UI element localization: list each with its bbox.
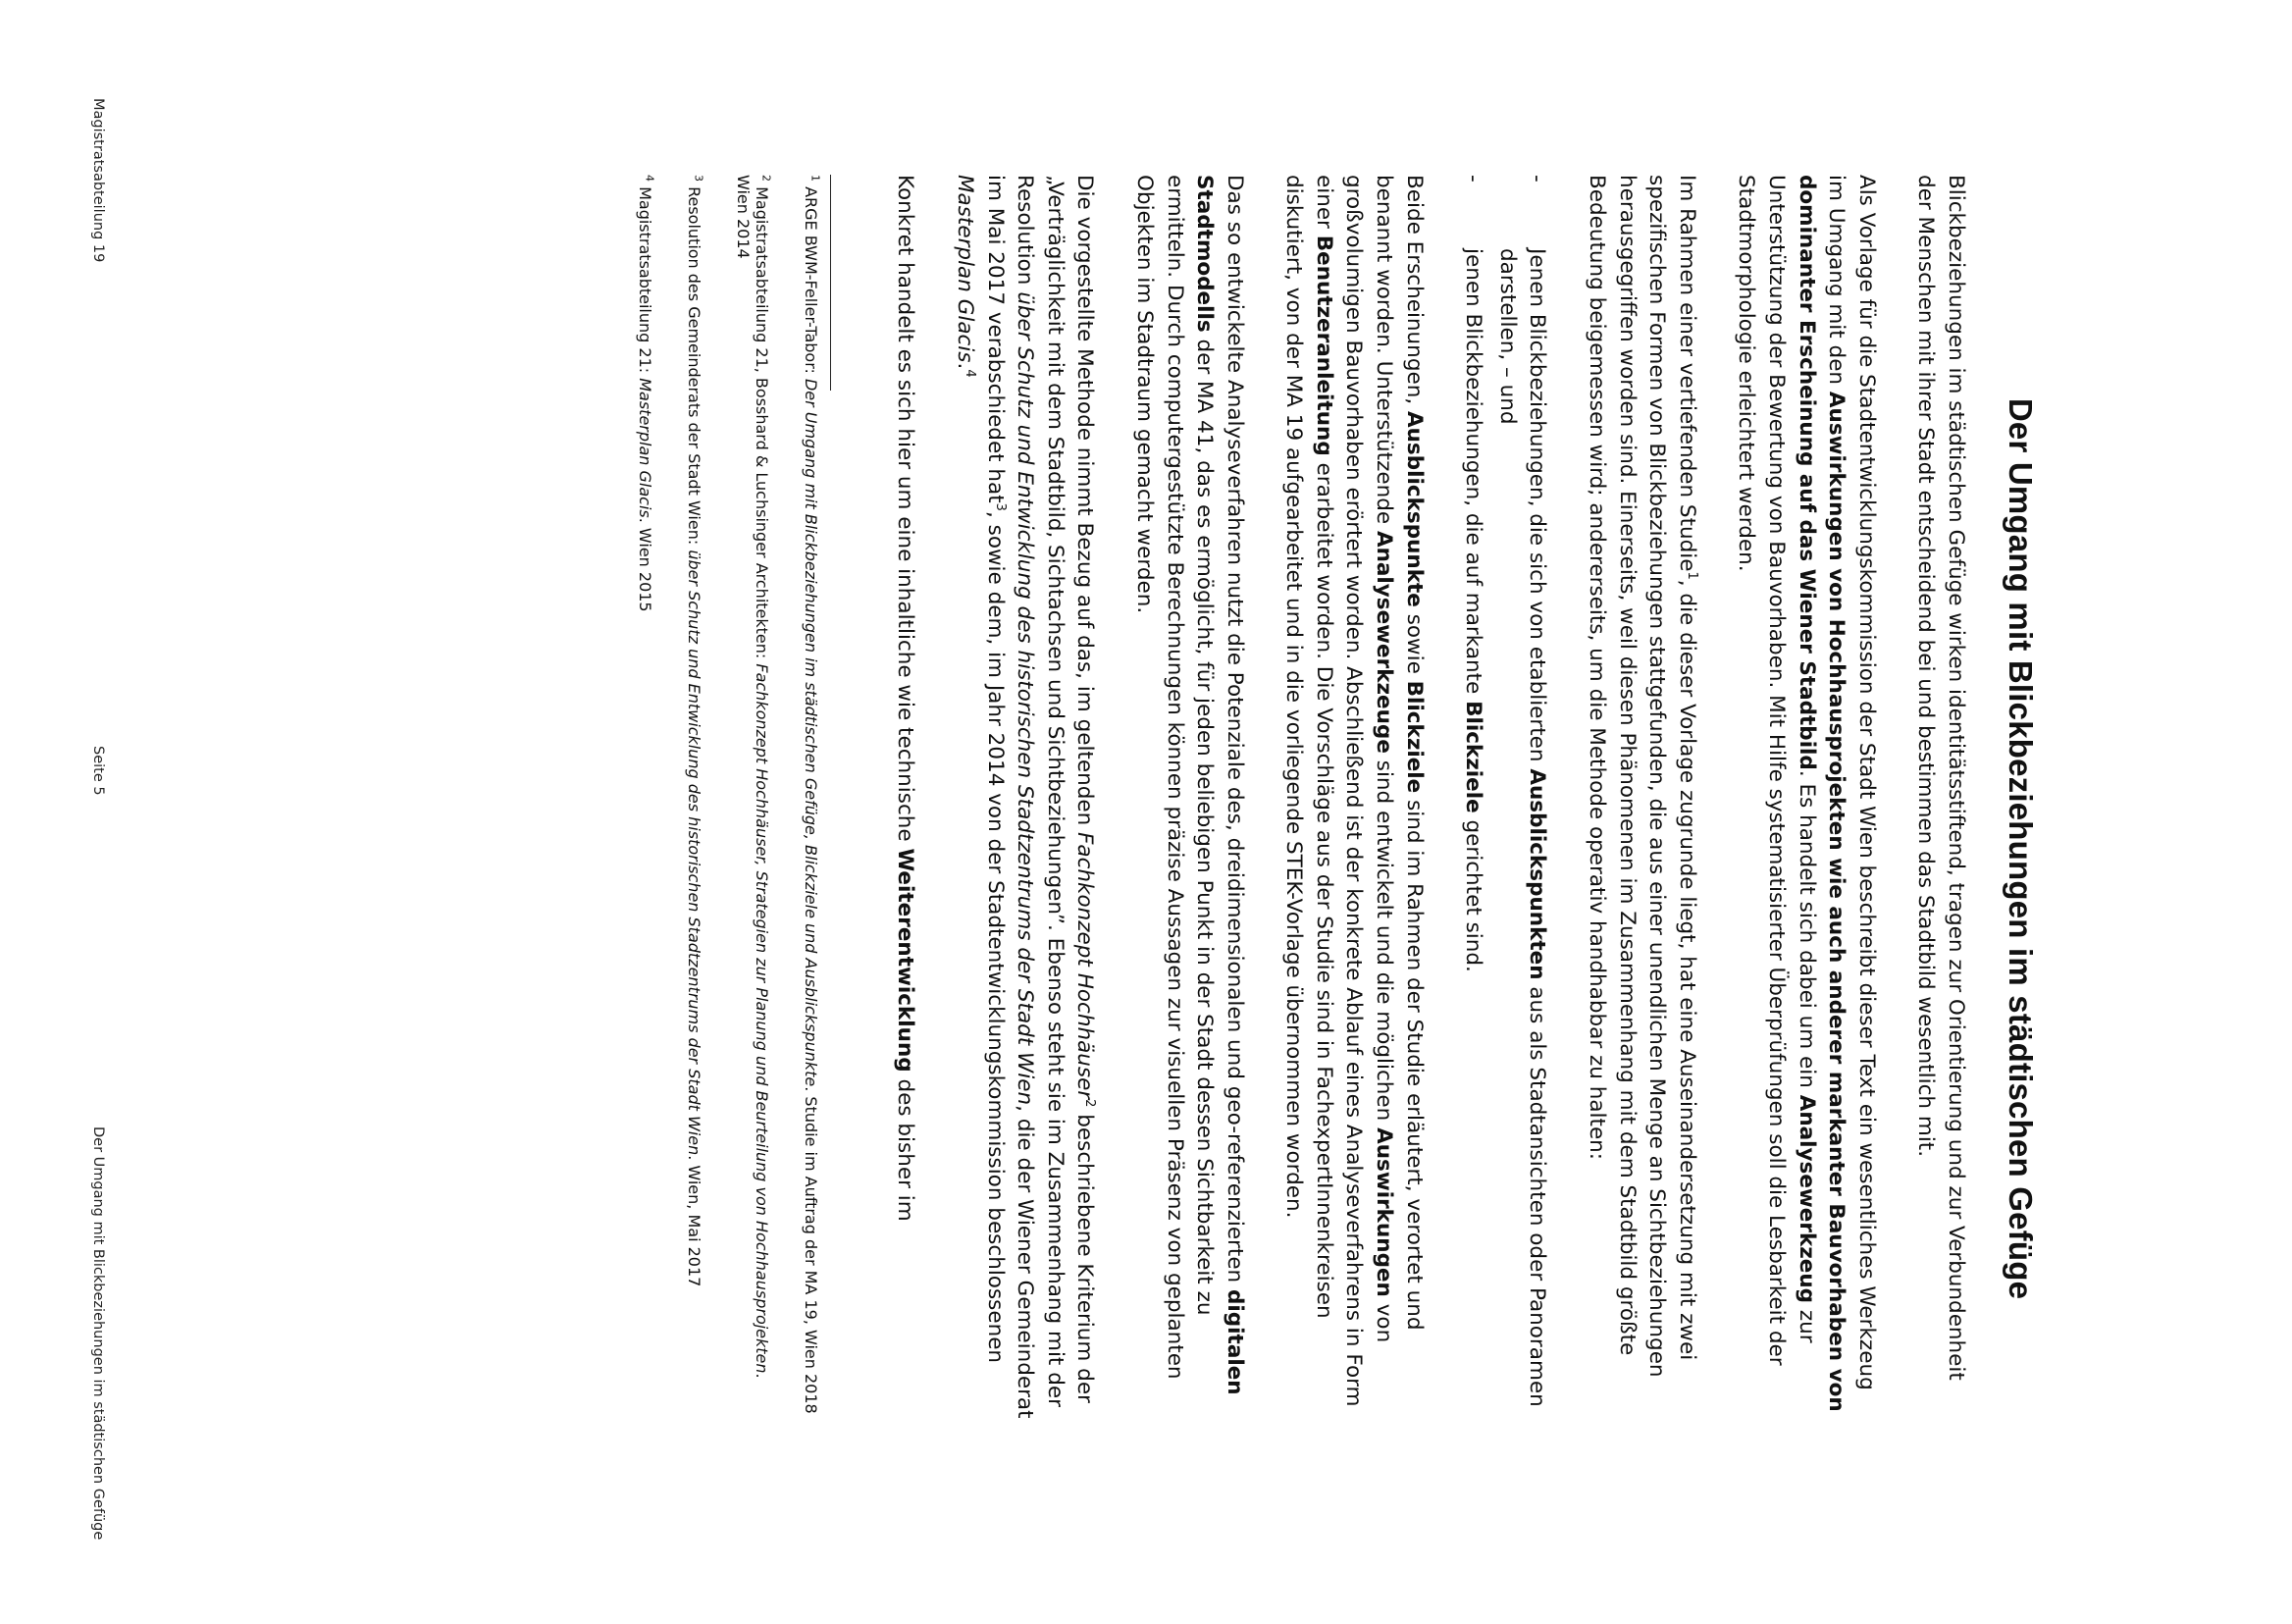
footnotes (636, 175, 820, 1421)
paragraph-phenomena (1278, 175, 1429, 1421)
text-span: , die der Wiener Gemeinderat im Mai 2017 verabschiedet hat (982, 175, 1038, 1419)
text-span: Magistratsabteilung 21: (636, 182, 655, 379)
body-text (606, 175, 1970, 1421)
text-span: zur Unterstützung der Bewertung von Bauvorhaben. Mit Hilfe systematisierter Überprüfungen soll die Lesbarkeit der Stadtmorphologie erleichtert werden. (1734, 175, 1819, 1366)
text-span: . (952, 362, 977, 370)
bullet-list (1458, 175, 1552, 1421)
footnote-ref: 1 (1685, 571, 1699, 580)
text-span: Jenen Blickbeziehungen, die sich von etablierten (1525, 248, 1550, 769)
text-span: Im Rahmen einer vertiefenden Studie (1674, 175, 1699, 572)
footer-document-title: Der Umgang mit Blickbeziehungen im städtischen Gefüge (90, 1126, 106, 1541)
text-span: , sowie dem, im Jahr 2014 von der Stadtentwicklungskommission beschlossenen (982, 510, 1008, 1364)
paragraph-analysis (1128, 175, 1248, 1421)
bold-span: Analysewerkzeuge (1372, 530, 1397, 754)
italic-span: Der Umgang mit Blickbeziehungen im städtischen Gefüge, Blickziele und Ausblickspunkte (801, 378, 820, 1087)
bold-span: Blickziele (1461, 701, 1486, 813)
text-span: aus als Stadtansichten oder Panoramen darstellen, – und (1494, 248, 1550, 1407)
paragraph-intro-text: Blickbeziehungen im städtischen Gefüge wirken identitätsstiftend, tragen zur Orientierung und zur Verbundenheit der Menschen mit ihrer Stadt entscheidend bei und bestimmen das Stadtbild wesentlich mit. (1913, 175, 1968, 1381)
text-span: Die vorgestellte Methode nimmt Bezug auf das, im geltenden (1072, 175, 1098, 833)
footnote-number: 3 (692, 175, 705, 182)
text-span: gerichtet sind. (1461, 812, 1486, 972)
bold-span: digitalen Stadtmodells (1192, 175, 1247, 1395)
footnote-ref: 3 (992, 502, 1008, 511)
text-span: ARGE BWM-Feller-Tabor: (801, 182, 820, 379)
bold-span: Ausblickspunkte (1401, 410, 1427, 607)
footnote-2 (733, 175, 771, 1421)
dash-bullet: - (1525, 175, 1550, 183)
text-span: der MA 41, das es ermöglicht, für jeden beliebigen Punkt in der Stadt dessen Sichtbarkeit zu ermitteln. Durch computergestützte Berechnungen können präzise Aussagen zur visuellen Präsenz von geplanten Objekten im Stadtraum gemacht werden. (1131, 175, 1218, 1380)
paragraph-intro (1910, 175, 1970, 1421)
dash-bullet: - (1461, 175, 1486, 183)
footnote-ref: 2 (1082, 1099, 1098, 1108)
paragraph-study (1581, 175, 1700, 1421)
footnote-number: 4 (643, 175, 656, 182)
text-span: Resolution des Gemeinderats der Stadt Wien: (685, 182, 703, 550)
footnote-1 (801, 175, 820, 1421)
italic-span: Masterplan Glacis (636, 378, 655, 518)
bold-span: Auswirkungen von Hochhausprojekten wie auch anderer markanter Bauvorhaben von dominanter Erscheinung auf das Wiener Stadtbild (1794, 175, 1849, 1412)
text-span: jenen Blickbeziehungen, die auf markante (1461, 248, 1486, 702)
text-span: . Wien 2015 (636, 517, 655, 612)
footnote-number: 2 (759, 175, 773, 182)
page-title: Der Umgang mit Blickbeziehungen im städtischen Gefüge (2003, 397, 2039, 1300)
footer-page-number: Seite 5 (90, 746, 106, 796)
text-span: Konkret handelt es sich hier um eine inhaltliche wie technische (893, 175, 918, 849)
bold-span: Benutzeranleitung (1311, 235, 1336, 456)
italic-span: Masterplan Glacis (952, 175, 977, 363)
footnote-ref: 4 (963, 369, 978, 378)
footnote-3 (684, 175, 703, 1421)
text-span: Als Vorlage für die Stadtentwicklungskommission der Stadt Wien beschreibt dieser Text ein wesentliches Werkzeug im Umgang mit den (1824, 175, 1879, 1390)
italic-span: Fachkonzept Hochhäuser, Strategien zur Planung und Beurteilung von Hochhausprojekten (753, 663, 772, 1374)
bold-span: Auswirkungen (1372, 1127, 1397, 1297)
list-item (1491, 175, 1551, 1421)
text-span: . Studie im Auftrag der MA 19, Wien 2018 (801, 1086, 820, 1414)
text-span: . Wien 2014 (733, 175, 772, 1379)
text-span: beschriebene Kriterium der „Verträglichkeit mit dem Stadtbild, Sichtachsen und Sichtbeziehungen”. Ebenso steht sie im Zusammenhang mit der Resolution (1013, 175, 1098, 1407)
paragraph-method (949, 175, 1099, 1421)
bold-span: Weiterentwicklung (893, 848, 918, 1073)
text-span: des bisher im (893, 1072, 918, 1222)
footer-department: Magistratsabteilung 19 (90, 98, 106, 263)
footnote-number: 1 (808, 175, 822, 182)
text-span: . Es handelt sich dabei um ein (1794, 769, 1819, 1095)
italic-span: Fachkonzept Hochhäuser (1072, 832, 1098, 1100)
text-span: erarbeitet worden. Die Vorschläge aus der Studie sind in FachexpertInnenkreisen diskutiert, von der MA 19 aufgearbeitet und in die vorliegende STEK-Vorlage übernommen worden. (1281, 175, 1336, 1319)
bold-span: Analysewerkzeug (1794, 1094, 1819, 1304)
text-span: von großvolumigen Bauvorhaben erörtert worden. Abschließend ist der konkrete Ablauf eines Analyseverfahrens in Form einer (1311, 175, 1397, 1407)
italic-span: über Schutz und Entwicklung des historischen Stadtzentrums der Stadt Wien (1013, 291, 1038, 1106)
text-span: sowie (1401, 606, 1427, 681)
paragraph-purpose (1731, 175, 1881, 1421)
bold-span: Ausblickspunkten (1525, 768, 1550, 980)
text-span: Magistratsabteilung 21, Bosshard & Luchsinger Architekten: (753, 182, 772, 664)
text-span: , die dieser Vorlage zugrunde liegt, hat eine Auseinandersetzung mit zwei spezifischen Formen von Blickbeziehungen stattgefunden, die aus einer unendlichen Menge an Sichtbeziehungen herausgegriffen worden sind. Einerseits, weil diesen Phänomenen im Zusammenhang mit dem Stadtbild größte Bedeutung beigemessen wird; andererseits, um die Methode operativ handhabbar zu halten: (1585, 175, 1699, 1378)
footnote-separator (830, 175, 831, 391)
text-span: . Wien, Mai 2017 (685, 1155, 703, 1287)
footnote-4 (636, 175, 655, 1421)
text-span: Beide Erscheinungen, (1401, 175, 1427, 411)
text-span: Das so entwickelte Analyseverfahren nutzt die Potenziale des, dreidimensionalen und geo-referenzierten (1222, 175, 1247, 1290)
bold-span: Blickziele (1401, 680, 1427, 794)
text-span: sind im Rahmen der Studie erläutert, verortet und benannt worden. Unterstützende (1372, 175, 1427, 1331)
paragraph-concrete (890, 175, 920, 1421)
italic-span: über Schutz und Entwicklung des historischen Stadtzentrums der Stadt Wien (685, 550, 703, 1156)
list-item (1458, 175, 1488, 1421)
text-span: sind entwickelt und die möglichen (1372, 753, 1397, 1128)
